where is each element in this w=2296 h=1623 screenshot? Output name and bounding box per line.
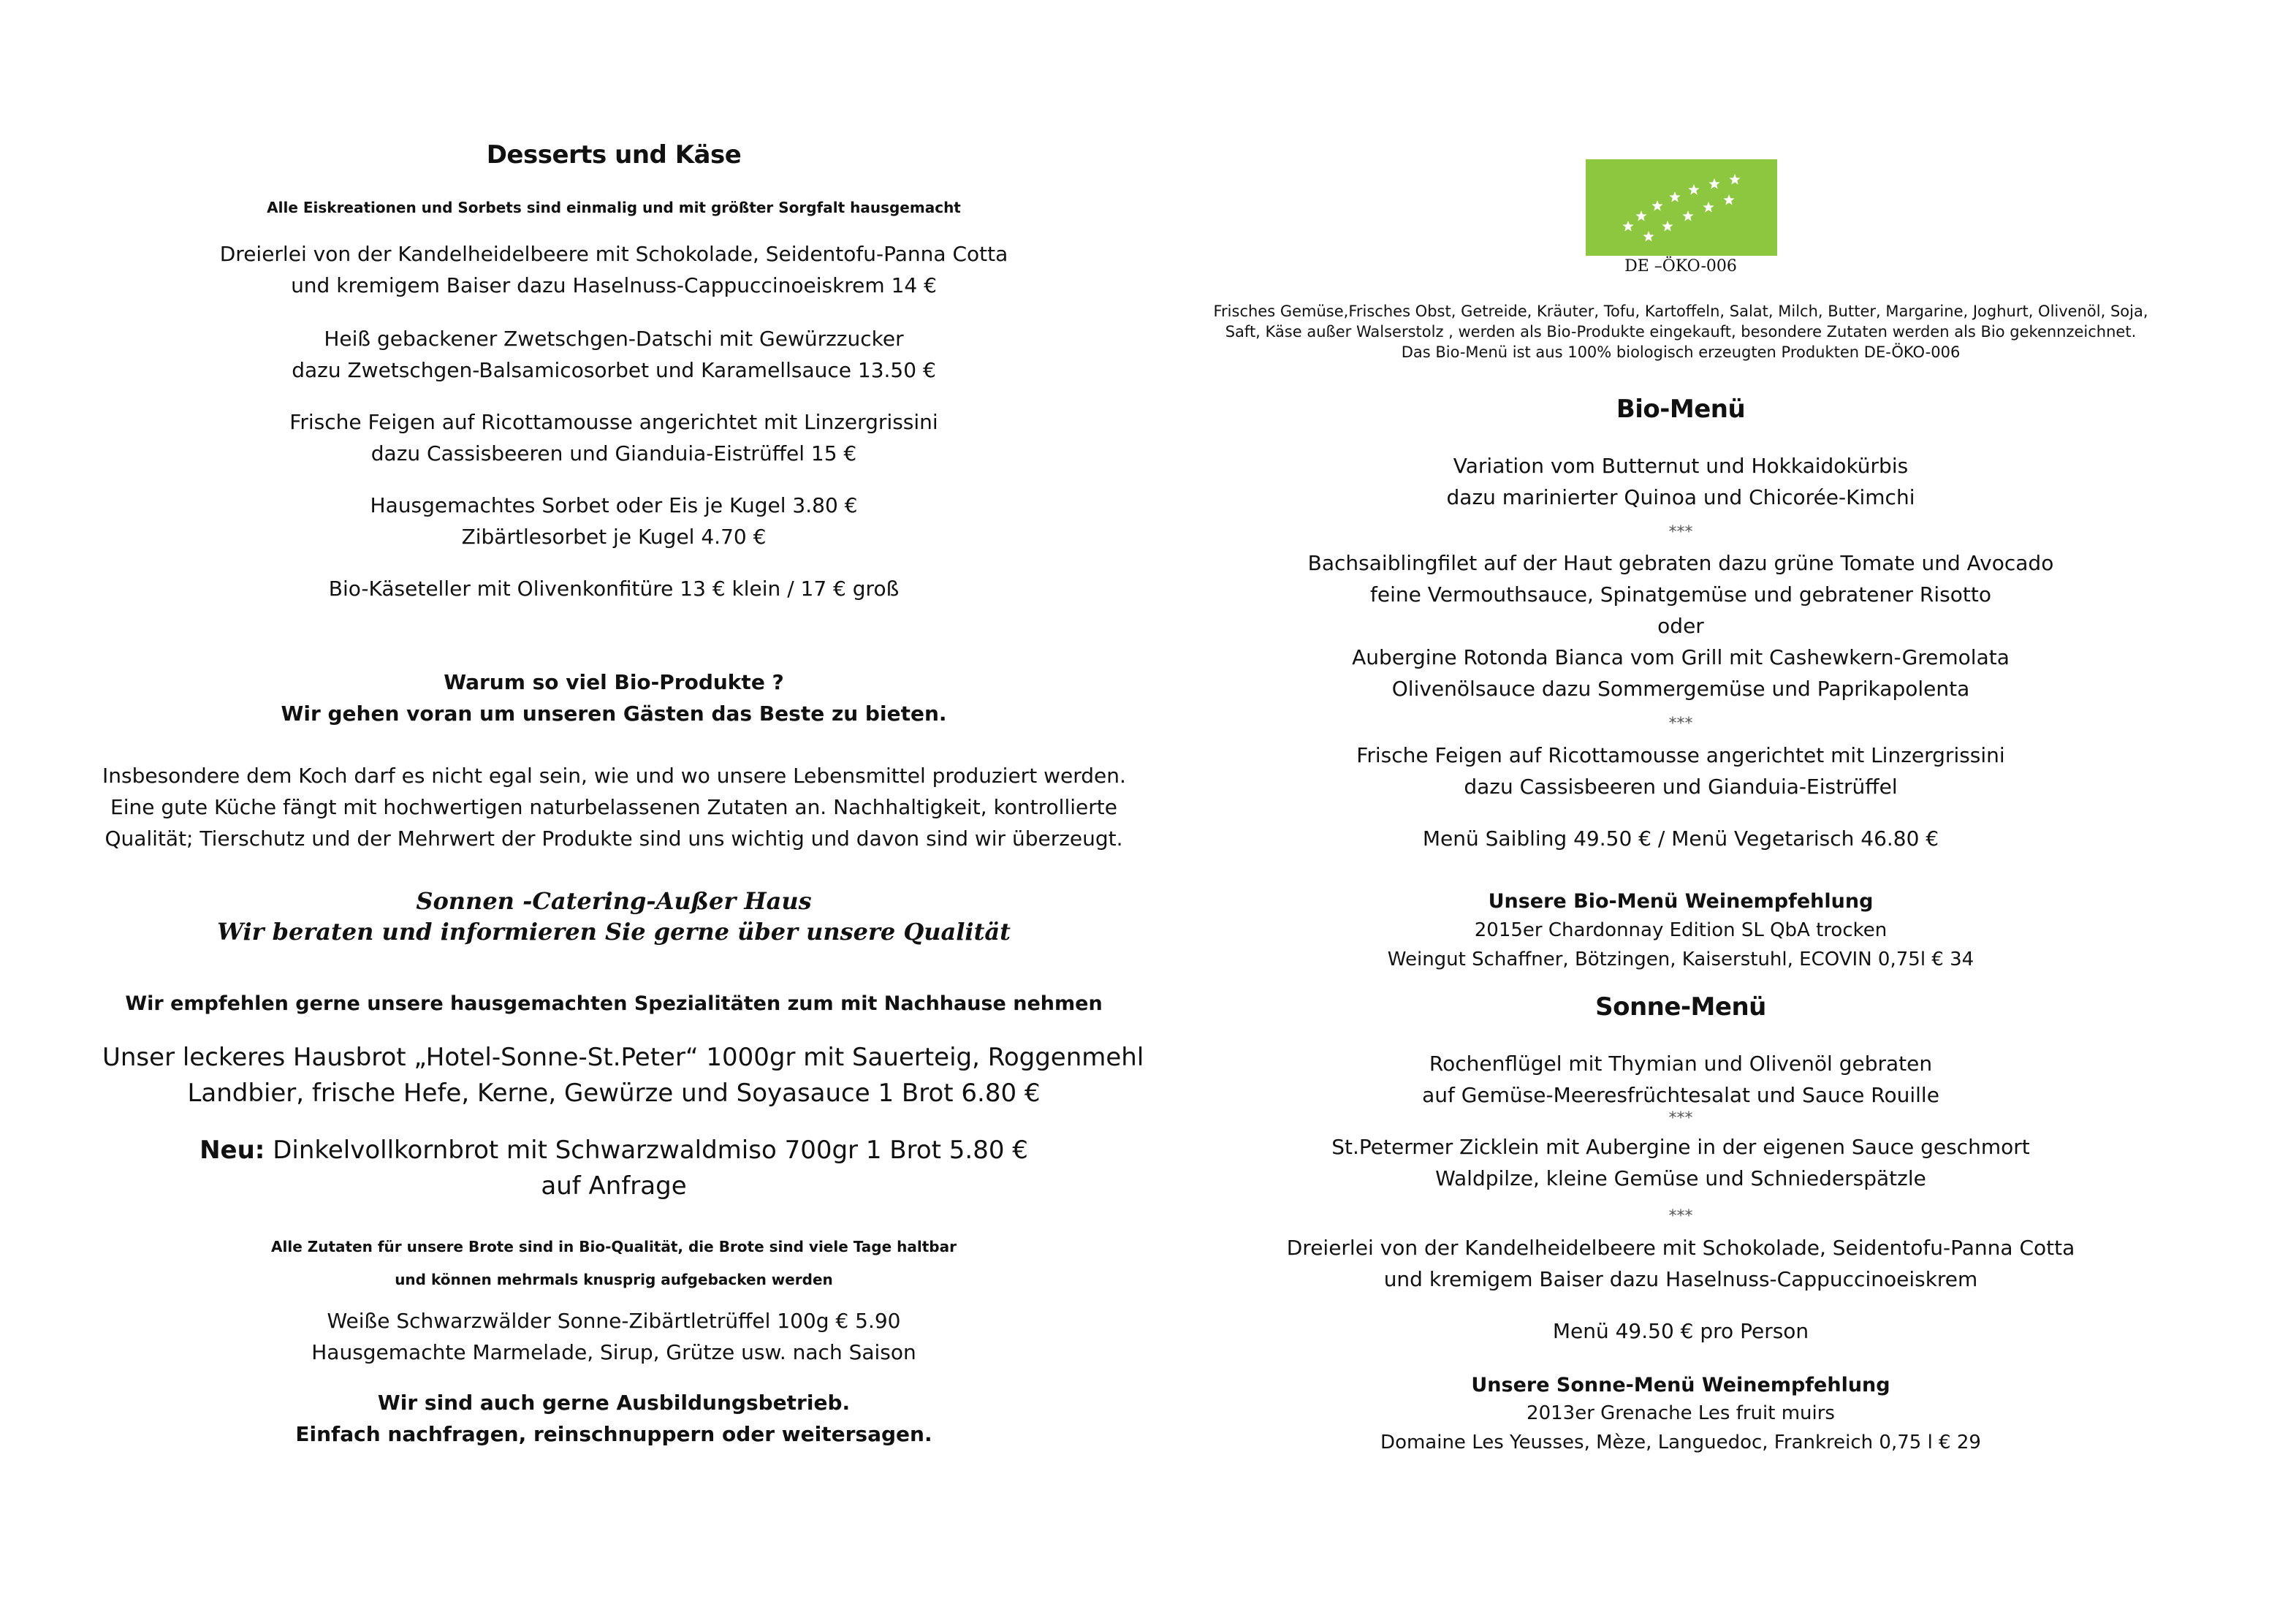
course-line: dazu Cassisbeeren und Gianduia-Eistrüffel (1464, 775, 1898, 799)
home-heading: Wir empfehlen gerne unsere hausgemachten Spezialitäten zum mit Nachhause nehmen (125, 992, 1103, 1015)
dessert-item-line1: Bio-Käseteller mit Olivenkonfitüre 13 € klein / 17 € groß (328, 577, 900, 601)
new-bread-line1 (102, 1133, 1125, 1168)
dessert-item (102, 406, 1125, 469)
extras (102, 1305, 1125, 1368)
bio-course-2b (1162, 642, 2200, 704)
jam-line: Hausgemachte Marmelade, Sirup, Grütze usw. nach Saison (311, 1340, 916, 1364)
catering-line1: Sonnen -Catering-Außer Haus (416, 887, 812, 915)
course-line: auf Gemüse-Meeresfrüchtesalat und Sauce Rouille (1422, 1083, 1939, 1107)
bio-wine (1162, 916, 2200, 974)
course-line: Olivenölsauce dazu Sommergemüse und Paprikapolenta (1391, 677, 1970, 701)
dessert-item (102, 323, 1125, 386)
house-bread (102, 1040, 1144, 1111)
bio-why-question: Warum so viel Bio-Produkte ? (444, 670, 784, 694)
dessert-item (102, 573, 1125, 604)
course-line: dazu marinierter Quinoa und Chicorée-Kimchi (1446, 485, 1915, 509)
training-note (102, 1387, 1125, 1450)
bread-note-line1: Alle Zutaten für unsere Brote sind in Bio-Qualität, die Brote sind viele Tage haltbar (271, 1238, 957, 1255)
bio-why-paragraph (102, 760, 1125, 854)
bio-info-line: Das Bio-Menü ist aus 100% biologisch erzeugten Produkten DE-ÖKO-006 (1401, 343, 1961, 361)
eu-organic-leaf-logo (1586, 159, 1777, 256)
training-line2: Einfach nachfragen, reinschnuppern oder weitersagen. (295, 1422, 932, 1446)
bio-course-1 (1162, 450, 2200, 513)
wine-line: Weingut Schaffner, Bötzingen, Kaiserstuhl, ECOVIN 0,75l € 34 (1387, 949, 1974, 970)
wine-line: Domaine Les Yeusses, Mèze, Languedoc, Frankreich 0,75 l € 29 (1380, 1432, 1981, 1453)
bread-note (102, 1231, 1125, 1296)
new-bread (102, 1133, 1125, 1204)
desserts-title: Desserts und Käse (486, 140, 742, 170)
dessert-item-line2: dazu Cassisbeeren und Gianduia-Eistrüffel 15 € (370, 441, 857, 465)
training-line1: Wir sind auch gerne Ausbildungsbetrieb. (377, 1391, 851, 1415)
bio-info-line: Saft, Käse außer Walserstolz , werden als Bio-Produkte eingekauft, besondere Zutaten werden als Bio gekennzeichnet. (1225, 323, 2137, 341)
course-line: Frische Feigen auf Ricottamousse angerichtet mit Linzergrissini (1356, 743, 2005, 767)
bio-info-line: Frisches Gemüse,Frisches Obst, Getreide, Kräuter, Tofu, Kartoffeln, Salat, Milch, Butter, Margarine, Joghurt, Olivenöl, Soja, (1213, 303, 2148, 320)
house-bread-line2: Landbier, frische Hefe, Kerne, Gewürze und Soyasauce 1 Brot 6.80 € (187, 1079, 1041, 1108)
dessert-item-line1: Frische Feigen auf Ricottamousse angerichtet mit Linzergrissini (289, 410, 938, 434)
new-bread-text: Dinkelvollkornbrot mit Schwarzwaldmiso 700gr 1 Brot 5.80 € (265, 1136, 1028, 1165)
bio-course-3 (1162, 740, 2200, 802)
dessert-item-line1: Heiß gebackener Zwetschgen-Datschi mit Gewürzzucker (324, 327, 904, 351)
sonne-course-3 (1162, 1232, 2200, 1295)
eu-organic-code: DE –ÖKO-006 (1624, 257, 1737, 275)
dessert-item (102, 238, 1125, 301)
bread-note-line2: und können mehrmals knusprig aufgebacken werden (395, 1271, 833, 1288)
paragraph-line: Insbesondere dem Koch darf es nicht egal sein, wie und wo unsere Lebensmittel produziert werden. (102, 764, 1126, 788)
sonne-course-2 (1162, 1131, 2200, 1194)
course-line: feine Vermouthsauce, Spinatgemüse und gebratener Risotto (1370, 582, 1991, 607)
course-line: Bachsaiblingfilet auf der Haut gebraten dazu grüne Tomate und Avocado (1307, 551, 2054, 575)
sonne-menu-title: Sonne-Menü (1595, 992, 1766, 1022)
dessert-item-line2: und kremigem Baiser dazu Haselnuss-Cappuccinoeiskrem 14 € (291, 273, 937, 297)
course-line: St.Petermer Zicklein mit Aubergine in der eigenen Sauce geschmort (1331, 1135, 2030, 1159)
new-bread-line2: auf Anfrage (541, 1171, 687, 1201)
course-line: Waldpilze, kleine Gemüse und Schniederspätzle (1435, 1166, 1926, 1190)
bio-why-answer: Wir gehen voran um unseren Gästen das Beste zu bieten. (281, 702, 947, 726)
bio-wine-title: Unsere Bio-Menü Weinempfehlung (1488, 890, 1874, 913)
eu-logo-background (1586, 159, 1777, 256)
course-line: Rochenflügel mit Thymian und Olivenöl gebraten (1429, 1052, 1933, 1076)
bio-course-2a (1162, 547, 2200, 642)
course-or: oder (1657, 614, 1704, 638)
paragraph-line: Eine gute Küche fängt mit hochwertigen naturbelassenen Zutaten an. Nachhaltigkeit, kontrollierte (110, 795, 1117, 819)
course-line: Variation vom Butternut und Hokkaidokürbis (1453, 454, 1909, 478)
catering-line2: Wir beraten und informieren Sie gerne über unsere Qualität (217, 918, 1011, 946)
dessert-item-line2: dazu Zwetschgen-Balsamicosorbet und Karamellsauce 13.50 € (292, 358, 936, 382)
course-line: und kremigem Baiser dazu Haselnuss-Cappuccinoeiskrem (1383, 1267, 1978, 1291)
course-separator: *** (1668, 1109, 1693, 1128)
wine-line: 2015er Chardonnay Edition SL QbA trocken (1474, 919, 1888, 941)
sonne-wine (1162, 1399, 2200, 1457)
course-line: Dreierlei von der Kandelheidelbeere mit Schokolade, Seidentofu-Panna Cotta (1286, 1236, 2075, 1260)
course-separator: *** (1668, 715, 1693, 733)
new-label: Neu: (199, 1136, 265, 1165)
sonne-wine-title: Unsere Sonne-Menü Weinempfehlung (1471, 1374, 1890, 1396)
course-line: Aubergine Rotonda Bianca vom Grill mit Cashewkern-Gremolata (1352, 645, 2010, 669)
sonne-course-1 (1162, 1048, 2200, 1111)
dessert-item-line1: Dreierlei von der Kandelheidelbeere mit Schokolade, Seidentofu-Panna Cotta (219, 242, 1008, 266)
house-bread-line1: Unser leckeres Hausbrot „Hotel-Sonne-St.Peter“ 1000gr mit Sauerteig, Roggenmehl (102, 1043, 1144, 1072)
dessert-item-line2: Zibärtlesorbet je Kugel 4.70 € (461, 525, 767, 549)
paragraph-line: Qualität; Tierschutz und der Mehrwert der Produkte sind uns wichtig und davon sind wir überzeugt. (104, 826, 1123, 851)
catering-heading (102, 886, 1125, 947)
sonne-menu-price: Menü 49.50 € pro Person (1552, 1319, 1809, 1343)
bio-menu-prices: Menü Saibling 49.50 € / Menü Vegetarisch 46.80 € (1422, 826, 1939, 851)
course-separator: *** (1668, 523, 1693, 541)
dessert-item-line1: Hausgemachtes Sorbet oder Eis je Kugel 3.80 € (370, 493, 858, 517)
bio-info (1162, 301, 2200, 362)
course-separator: *** (1668, 1207, 1693, 1225)
desserts-subtitle: Alle Eiskreationen und Sorbets sind einmalig und mit größter Sorgfalt hausgemacht (267, 199, 961, 216)
dessert-item (102, 490, 1125, 552)
truffle-line: Weiße Schwarzwälder Sonne-Zibärtletrüffel 100g € 5.90 (327, 1309, 901, 1333)
bio-menu-title: Bio-Menü (1616, 395, 1746, 424)
wine-line: 2013er Grenache Les fruit muirs (1527, 1402, 1835, 1424)
